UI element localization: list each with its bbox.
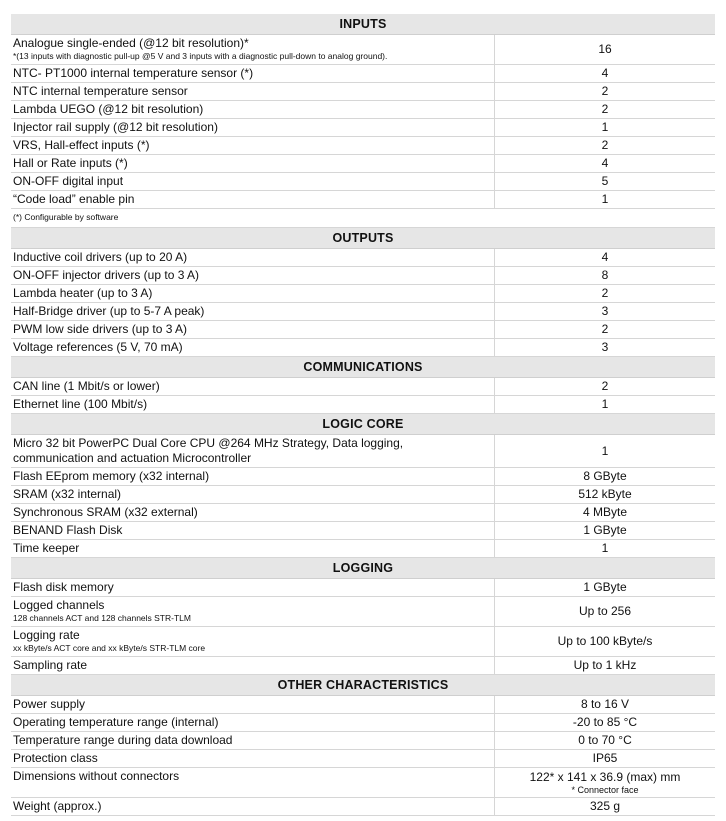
spec-value-cell (495, 435, 715, 467)
spec-value-cell (495, 65, 715, 82)
spec-value-cell (495, 798, 715, 815)
spec-value: 0 to 70 °C (578, 733, 632, 747)
spec-row (11, 522, 715, 540)
spec-label-note: *(13 inputs with diagnostic pull-up @5 V and 3 inputs with a diagnostic pull-down to analog ground). (13, 51, 388, 61)
spec-value-cell (495, 173, 715, 190)
spec-label: Inductive coil drivers (up to 20 A) (13, 250, 188, 264)
section-header: COMMUNICATIONS (11, 357, 715, 378)
spec-label-cell (11, 732, 495, 749)
spec-label: Operating temperature range (internal) (13, 715, 219, 729)
spec-label-continued: communication and actuation Microcontroller (13, 451, 252, 465)
spec-label-cell (11, 35, 495, 64)
spec-value: 8 to 16 V (580, 697, 630, 711)
spec-label: Voltage references (5 V, 70 mA) (13, 340, 183, 354)
spec-value-cell (495, 486, 715, 503)
spec-value: 2 (601, 379, 609, 393)
spec-label: Temperature range during data download (13, 733, 233, 747)
spec-label-cell (11, 435, 495, 467)
spec-label: Weight (approx.) (13, 799, 102, 813)
spec-value: 1 (601, 192, 609, 206)
spec-label: NTC- PT1000 internal temperature sensor (*) (13, 66, 254, 80)
spec-label-cell (11, 468, 495, 485)
spec-label-cell (11, 597, 495, 626)
spec-row (11, 137, 715, 155)
spec-value-cell (495, 696, 715, 713)
spec-table (11, 14, 715, 816)
spec-value: 1 (601, 443, 609, 458)
spec-label-cell (11, 285, 495, 302)
spec-value: 3 (601, 304, 609, 318)
spec-value: 3 (601, 340, 609, 354)
spec-label: NTC internal temperature sensor (13, 84, 188, 98)
spec-label: Lambda heater (up to 3 A) (13, 286, 153, 300)
section-header: LOGIC CORE (11, 414, 715, 435)
spec-value-cell (495, 597, 715, 626)
spec-value: 5 (601, 174, 609, 188)
spec-value: 2 (601, 286, 609, 300)
spec-value: 2 (601, 102, 609, 116)
spec-value-cell (495, 35, 715, 64)
spec-label: Ethernet line (100 Mbit/s) (13, 397, 148, 411)
spec-value: 4 (601, 250, 609, 264)
spec-label-cell (11, 522, 495, 539)
spec-value-cell (495, 155, 715, 172)
spec-value: 4 MByte (582, 505, 627, 519)
spec-value-cell (495, 522, 715, 539)
spec-value: 1 (601, 397, 609, 411)
spec-row (11, 249, 715, 267)
spec-row (11, 119, 715, 137)
spec-value-cell (495, 504, 715, 521)
spec-label-cell (11, 750, 495, 767)
spec-value: 512 kByte (578, 487, 632, 501)
spec-value: 2 (601, 84, 609, 98)
spec-value-cell (495, 249, 715, 266)
section-header: OUTPUTS (11, 228, 715, 249)
spec-row (11, 155, 715, 173)
spec-row (11, 468, 715, 486)
spec-value-cell (495, 396, 715, 413)
spec-label-cell (11, 657, 495, 674)
spec-label: PWM low side drivers (up to 3 A) (13, 322, 188, 336)
spec-row (11, 657, 715, 675)
spec-row (11, 768, 715, 798)
spec-value: 1 (601, 541, 609, 555)
spec-label: Protection class (13, 751, 98, 765)
spec-value-cell (495, 540, 715, 557)
spec-value-cell (495, 119, 715, 136)
spec-label-cell (11, 579, 495, 596)
spec-label: Logging rate (13, 628, 80, 642)
spec-label-cell (11, 339, 495, 356)
spec-value: 122* x 141 x 36.9 (max) mm (529, 770, 681, 784)
spec-label-cell (11, 504, 495, 521)
section-header: OTHER CHARACTERISTICS (11, 675, 715, 696)
spec-label-cell (11, 486, 495, 503)
section-header: INPUTS (11, 14, 715, 35)
spec-label-cell (11, 714, 495, 731)
spec-label-cell (11, 696, 495, 713)
spec-label: Analogue single-ended (@12 bit resolution)* (13, 36, 249, 50)
spec-label-cell (11, 249, 495, 266)
spec-value-cell (495, 378, 715, 395)
spec-label-cell (11, 83, 495, 100)
spec-value: IP65 (592, 751, 618, 765)
spec-label: Lambda UEGO (@12 bit resolution) (13, 102, 204, 116)
spec-row (11, 435, 715, 468)
spec-value: Up to 256 (578, 604, 632, 618)
spec-value: 4 (601, 156, 609, 170)
spec-value-cell (495, 657, 715, 674)
spec-value: Up to 100 kByte/s (557, 634, 653, 648)
spec-value: Up to 1 kHz (573, 658, 637, 672)
spec-row (11, 101, 715, 119)
spec-row (11, 378, 715, 396)
spec-label-cell (11, 768, 495, 797)
spec-label-cell (11, 173, 495, 190)
spec-value: -20 to 85 °C (572, 715, 638, 729)
spec-value-cell (495, 101, 715, 118)
spec-value: 325 g (589, 799, 621, 813)
spec-row (11, 750, 715, 768)
spec-value: 2 (601, 138, 609, 152)
spec-label: Micro 32 bit PowerPC Dual Core CPU @264 MHz Strategy, Data logging, (13, 436, 404, 450)
spec-row (11, 714, 715, 732)
spec-label-cell (11, 378, 495, 395)
spec-value-cell (495, 285, 715, 302)
spec-value-cell (495, 83, 715, 100)
spec-row (11, 321, 715, 339)
spec-row (11, 173, 715, 191)
spec-label-cell (11, 321, 495, 338)
spec-label: VRS, Hall-effect inputs (*) (13, 138, 150, 152)
spec-label-cell (11, 119, 495, 136)
spec-value: 4 (601, 66, 609, 80)
spec-row (11, 627, 715, 657)
spec-value-cell (495, 267, 715, 284)
spec-value-cell (495, 137, 715, 154)
spec-row (11, 540, 715, 558)
spec-value: 16 (598, 42, 612, 56)
spec-value: 1 GByte (583, 523, 627, 537)
spec-row (11, 267, 715, 285)
spec-label: Half-Bridge driver (up to 5-7 A peak) (13, 304, 205, 318)
spec-row (11, 339, 715, 357)
spec-label: SRAM (x32 internal) (13, 487, 122, 501)
spec-label-note: 128 channels ACT and 128 channels STR-TLM (13, 613, 191, 623)
spec-row (11, 35, 715, 65)
spec-value-cell (495, 191, 715, 208)
spec-value-cell (495, 468, 715, 485)
spec-label: Dimensions without connectors (13, 769, 180, 783)
spec-label-cell (11, 540, 495, 557)
spec-label: Hall or Rate inputs (*) (13, 156, 128, 170)
spec-label: CAN line (1 Mbit/s or lower) (13, 379, 160, 393)
spec-label: “Code load” enable pin (13, 192, 135, 206)
spec-row (11, 798, 715, 816)
spec-label: Injector rail supply (@12 bit resolution) (13, 120, 218, 134)
spec-label-cell (11, 101, 495, 118)
spec-label-cell (11, 627, 495, 656)
spec-label-cell (11, 396, 495, 413)
spec-label: BENAND Flash Disk (13, 523, 123, 537)
spec-label: Time keeper (13, 541, 80, 555)
spec-label: Synchronous SRAM (x32 external) (13, 505, 198, 519)
spec-value-cell (495, 714, 715, 731)
spec-label-note: xx kByte/s ACT core and xx kByte/s STR-TLM core (13, 643, 206, 653)
spec-label: ON-OFF digital input (13, 174, 124, 188)
spec-label: Power supply (13, 697, 86, 711)
spec-row (11, 696, 715, 714)
spec-label: ON-OFF injector drivers (up to 3 A) (13, 268, 200, 282)
spec-label-cell (11, 798, 495, 815)
spec-label: Flash EEprom memory (x32 internal) (13, 469, 210, 483)
section-note: (*) Configurable by software (11, 209, 715, 228)
spec-label-cell (11, 267, 495, 284)
spec-row (11, 191, 715, 209)
spec-row (11, 396, 715, 414)
spec-row (11, 486, 715, 504)
spec-value-cell (495, 750, 715, 767)
spec-row (11, 83, 715, 101)
spec-row (11, 303, 715, 321)
spec-value-cell (495, 627, 715, 656)
spec-value-cell (495, 579, 715, 596)
spec-row (11, 579, 715, 597)
section-header: LOGGING (11, 558, 715, 579)
spec-row (11, 504, 715, 522)
spec-value: 8 (601, 268, 609, 282)
spec-row (11, 732, 715, 750)
spec-row (11, 65, 715, 83)
spec-value-cell (495, 768, 715, 797)
spec-value-cell (495, 339, 715, 356)
spec-value: 1 GByte (583, 580, 627, 594)
spec-label-cell (11, 303, 495, 320)
spec-label: Sampling rate (13, 658, 88, 672)
spec-value-cell (495, 732, 715, 749)
spec-row (11, 285, 715, 303)
spec-value-cell (495, 321, 715, 338)
spec-label: Flash disk memory (13, 580, 114, 594)
spec-label-cell (11, 65, 495, 82)
spec-label-cell (11, 155, 495, 172)
spec-value: 1 (601, 120, 609, 134)
spec-value: 2 (601, 322, 609, 336)
spec-label-cell (11, 137, 495, 154)
spec-label-cell (11, 191, 495, 208)
spec-row (11, 597, 715, 627)
spec-value: 8 GByte (583, 469, 627, 483)
spec-value-note: * Connector face (571, 785, 639, 795)
spec-value-cell (495, 303, 715, 320)
spec-label: Logged channels (13, 598, 105, 612)
